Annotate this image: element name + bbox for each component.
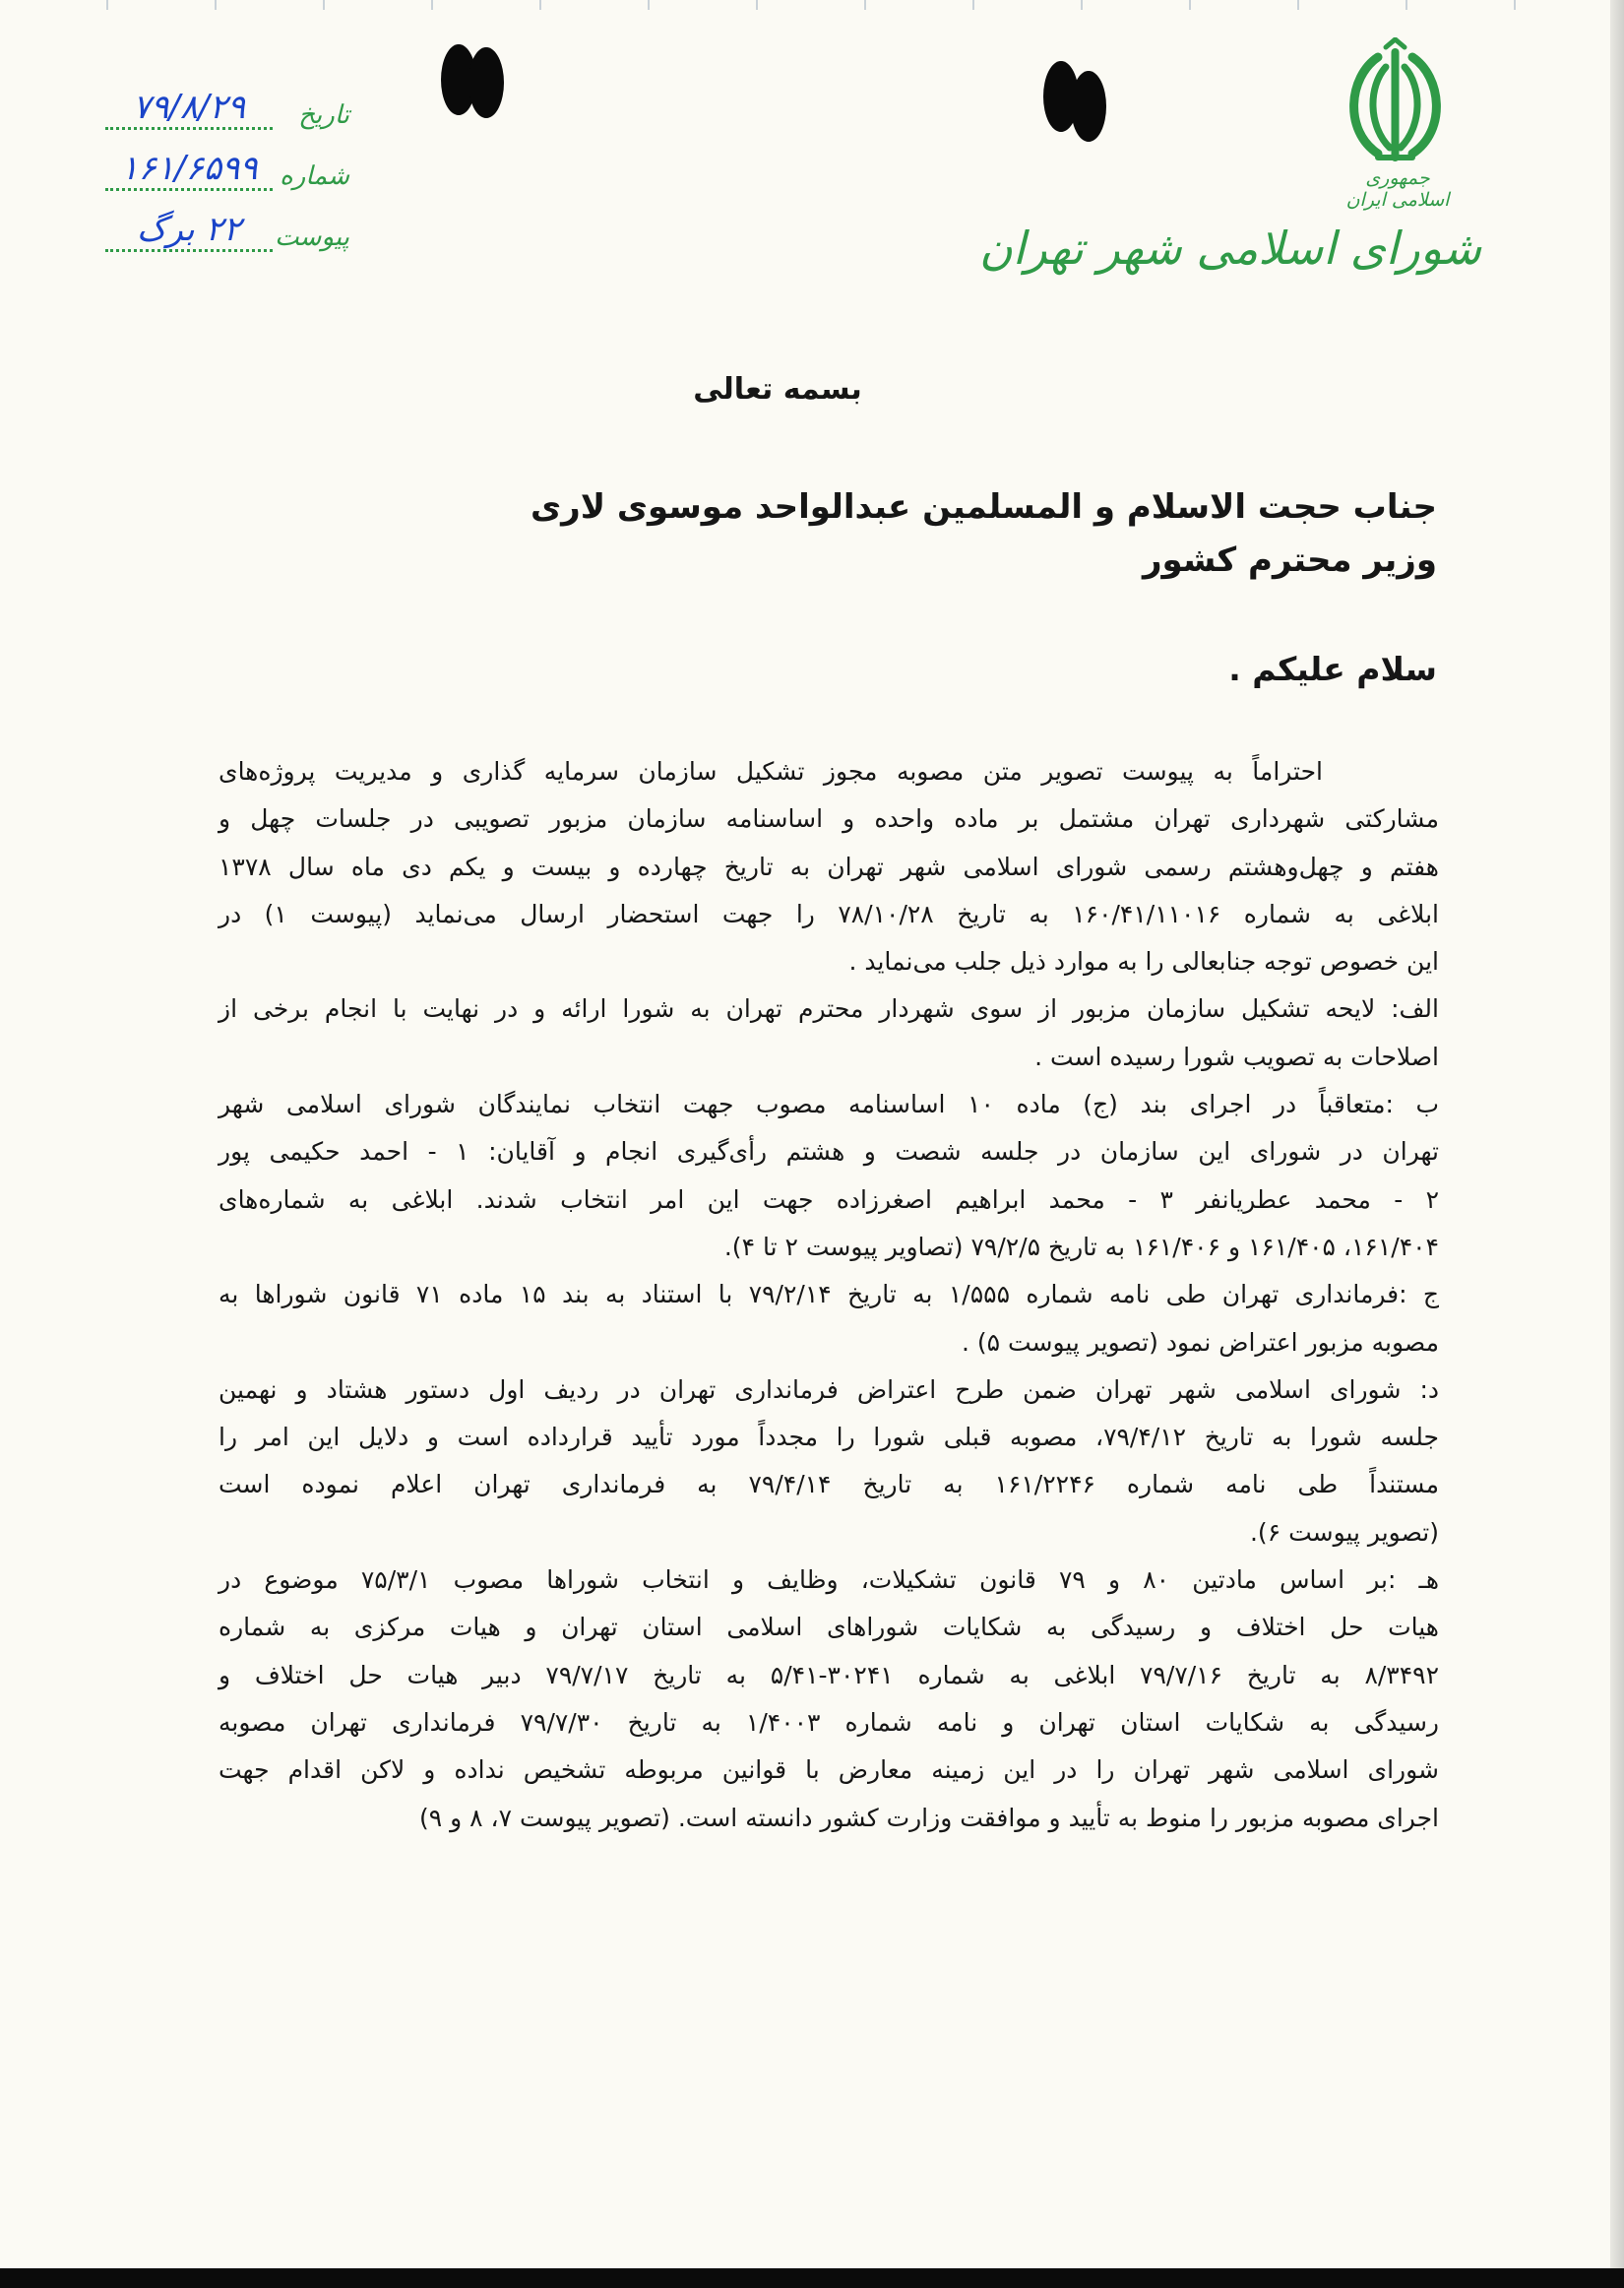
greeting: سلام علیکم . [1228,650,1437,688]
stamp-attachment-label: پیوست [275,222,349,252]
body-line: احتراماً به پیوست تصویر متن مصوبه مجوز تشکیل سازمان سرمایه گذاری و مدیریت پروژه‌های [219,757,1323,786]
stamp-number-row [54,130,349,191]
body-line: جلسه شورا به تاریخ ۷۹/۴/۱۲، مصوبه قبلی شورا را مجدداً مورد تأیید قرارداده است و دلایل این امر را [219,1423,1439,1452]
body-line: هـ :بر اساس مادتین ۸۰ و ۷۹ قانون تشکیلات، وظایف و انتخاب شوراها مصوب ۷۵/۳/۱ موضوع در [219,1565,1440,1595]
stamp-date-label: تاریخ [298,100,349,130]
scan-bottom-edge [0,2268,1624,2288]
body-line: تهران در شورای این سازمان در جلسه شصت و هشتم رأی‌گیری انجام و آقایان: ۱ - احمد حکیمی پور [219,1137,1439,1167]
stamp-attachment-row [54,191,349,252]
body-line: ج :فرمانداری تهران طی نامه شماره ۱/۵۵۵ به تاریخ ۷۹/۲/۱۴ با استناد به بند ۱۵ ماده ۷۱ قانون شوراها به [219,1280,1439,1309]
body-line: د: شورای اسلامی شهر تهران ضمن طرح اعتراض فرمانداری تهران در ردیف اول دستور هشتاد و نهمین [219,1374,1439,1404]
body-line: ۲ - محمد عطریانفر ۳ - محمد ابراهیم اصغرزاده جهت این امر انتخاب شدند. ابلاغی به شماره‌های [219,1184,1439,1214]
body-line: رسیدگی به شکایات استان تهران و نامه شماره ۱/۴۰۰۳ به تاریخ ۷۹/۷/۳۰ فرمانداری تهران مصوبه [219,1707,1439,1737]
iran-emblem-icon [1339,37,1452,165]
registry-stamp [54,69,349,252]
addressee-title: وزیر محترم کشور [1142,540,1437,580]
body-line: ب :متعاقباً در اجرای بند (ج) ماده ۱۰ اساسنامه مصوب جهت انتخاب نمایندگان شورای اسلامی شهر [219,1090,1439,1119]
stamp-attachment-value: ۲۲ برگ [105,210,273,252]
addressee-name: جناب حجت الاسلام و المسلمین عبدالواحد موسوی لاری [530,487,1437,527]
body-line: مصوبه مزبور اعتراض نمود (تصویر پیوست ۵) . [961,1327,1439,1357]
body-line: (تصویر پیوست ۶). [1249,1517,1439,1547]
letter-body [219,748,1439,1842]
organization-name: شورای اسلامی شهر تهران [979,222,1481,275]
body-line: ۱۶۱/۴۰۴، ۱۶۱/۴۰۵ و ۱۶۱/۴۰۶ به تاریخ ۷۹/۲/۵ (تصاویر پیوست ۲ تا ۴). [723,1232,1439,1261]
body-line: اصلاحات به تصویب شورا رسیده است . [1034,1042,1439,1071]
stamp-date-row [54,69,349,130]
body-line: اجرای مصوبه مزبور را منوط به تأیید و موافقت وزارت کشور دانسته است. (تصویر پیوست ۷، ۸ و ۹) [418,1803,1439,1832]
scan-top-edge [0,0,1624,10]
scan-right-edge [1610,0,1624,2288]
addressee [531,480,1437,587]
body-line: هیات حل اختلاف و رسیدگی به شکایات شوراهای اسلامی استان تهران و هیات مرکزی به شماره [219,1613,1439,1642]
stamp-number-value: ۱۶۱/۶۵۹۹ [105,149,273,191]
stamp-number-label: شماره [280,161,349,191]
body-line: مستنداً طی نامه شماره ۱۶۱/۲۲۴۶ به تاریخ ۷۹/۴/۱۴ به فرمانداری تهران اعلام نموده است [219,1470,1439,1499]
body-line: مشارکتی شهرداری تهران مشتمل بر ماده واحده و اساسنامه سازمان مزبور تصویبی در جلسات چهل و [219,804,1439,834]
body-line: هفتم و چهل‌وهشتم رسمی شورای اسلامی شهر تهران به تاریخ چهارده و بیست و یکم دی ماه سال ۱۳۷۸ [219,852,1439,881]
stamp-date-value: ۷۹/۸/۲۹ [105,88,273,130]
punch-hole [468,47,504,118]
invocation: بسمه تعالی [693,372,862,407]
body-line: ۸/۳۴۹۲ به تاریخ ۷۹/۷/۱۶ ابلاغی به شماره ۳۰۲۴۱-۵/۴۱ به تاریخ ۷۹/۷/۱۷ دبیر هیات حل اختلاف و [219,1660,1440,1689]
country-name: جمهوری اسلامی ایران [1345,167,1450,211]
body-line: ابلاغی به شماره ۱۶۰/۴۱/۱۱۰۱۶ به تاریخ ۷۸/۱۰/۲۸ را جهت استحضار ارسال می‌نماید (پیوست ۱) در [219,899,1439,928]
body-line: این خصوص توجه جنابعالی را به موارد ذیل جلب می‌نماید . [848,947,1439,977]
punch-hole [1071,71,1106,142]
body-line: شورای اسلامی شهر تهران را در این زمینه معارض با قوانین مربوطه تشخیص نداده و لاکن اقدام جهت [219,1755,1439,1785]
body-line: الف: لایحه تشکیل سازمان مزبور از سوی شهردار محترم تهران به شورا ارائه و در نهایت با انجام برخی از [219,994,1439,1024]
